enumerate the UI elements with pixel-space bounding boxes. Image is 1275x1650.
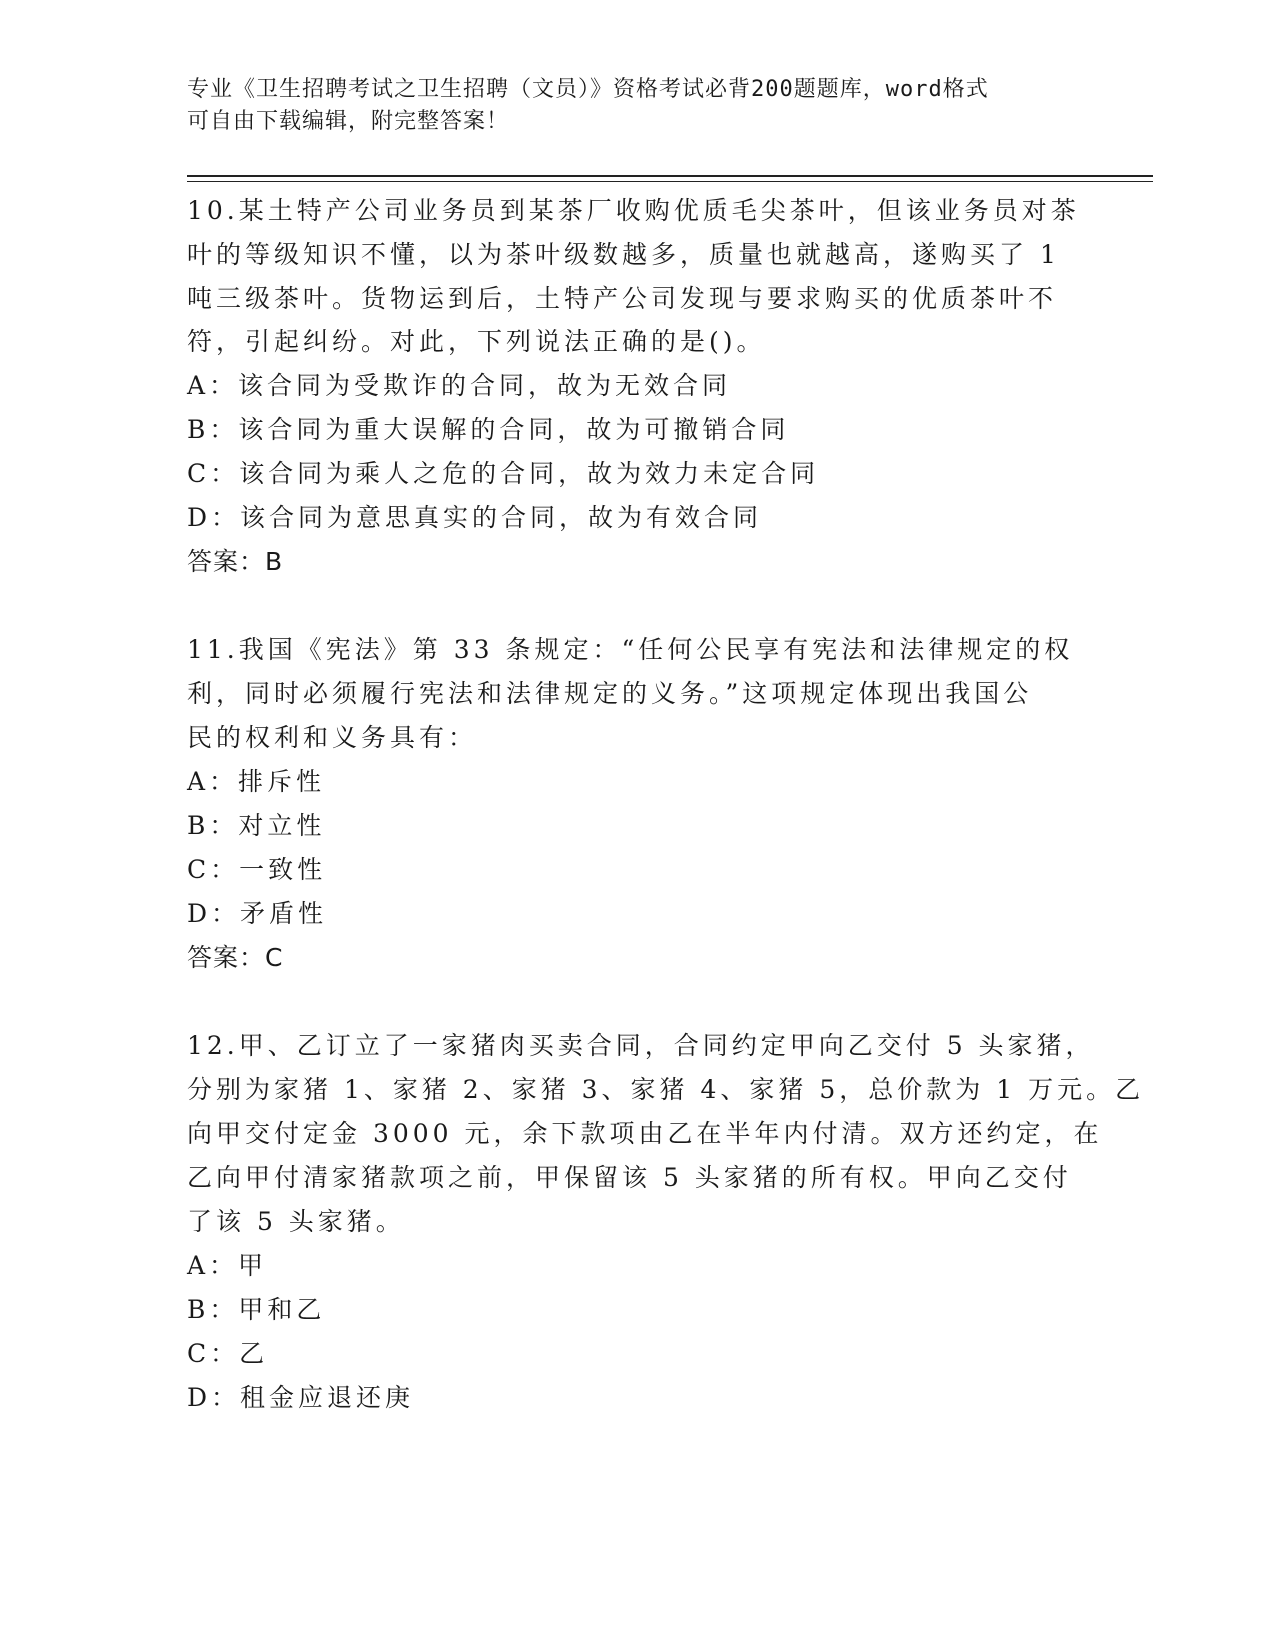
question-stem-line: 利，同时必须履行宪法和法律规定的义务。”这项规定体现出我国公 [187, 679, 1033, 708]
option-d: D：租金应退还庚 [187, 1383, 415, 1412]
question-stem-line: 10.某土特产公司业务员到某茶厂收购优质毛尖茶叶，但该业务员对茶 [187, 196, 1080, 225]
option-c: C：一致性 [187, 855, 327, 884]
option-c: C：乙 [187, 1339, 269, 1368]
answer: 答案：B [187, 547, 284, 576]
option-b: B：甲和乙 [187, 1295, 326, 1324]
question-stem-line: 乙向甲付清家猪款项之前，甲保留该 5 头家猪的所有权。甲向乙交付 [187, 1163, 1072, 1192]
question-stem-line: 11.我国《宪法》第 33 条规定：“任何公民享有宪法和法律规定的权 [187, 635, 1074, 664]
header-divider [187, 175, 1153, 177]
option-d: D：矛盾性 [187, 899, 328, 928]
answer: 答案：C [187, 943, 284, 972]
option-b: B：该合同为重大误解的合同，故为可撤销合同 [187, 415, 790, 444]
question-stem-line: 了该 5 头家猪。 [187, 1207, 405, 1236]
question-stem-line: 分别为家猪 1、家猪 2、家猪 3、家猪 4、家猪 5，总价款为 1 万元。乙 [187, 1075, 1145, 1104]
document-header [187, 74, 1087, 138]
option-a: A：排斥性 [187, 767, 326, 796]
option-b: B：对立性 [187, 811, 326, 840]
question-stem-line: 民的权利和义务具有： [187, 723, 478, 752]
header-line: 可自由下载编辑，附完整答案！ [187, 109, 510, 134]
option-d: D：该合同为意思真实的合同，故为有效合同 [187, 503, 763, 532]
question-stem-line: 符，引起纠纷。对此，下列说法正确的是()。 [187, 327, 766, 356]
question-stem-line: 叶的等级知识不懂，以为茶叶级数越多，质量也就越高，遂购买了 1 [187, 240, 1060, 269]
header-line: 专业《卫生招聘考试之卫生招聘（文员）》资格考试必背200题题库，word格式 [187, 77, 989, 102]
option-a: A：甲 [187, 1251, 268, 1280]
option-c: C：该合同为乘人之危的合同，故为效力未定合同 [187, 459, 820, 488]
question-stem-line: 12.甲、乙订立了一家猪肉买卖合同，合同约定甲向乙交付 5 头家猪， [187, 1031, 1095, 1060]
question-stem-line: 吨三级茶叶。货物运到后，土特产公司发现与要求购买的优质茶叶不 [187, 284, 1058, 313]
option-a: A：该合同为受欺诈的合同，故为无效合同 [187, 371, 732, 400]
header-divider [187, 181, 1153, 182]
question-stem-line: 向甲交付定金 3000 元，余下款项由乙在半年内付清。双方还约定，在 [187, 1119, 1103, 1148]
